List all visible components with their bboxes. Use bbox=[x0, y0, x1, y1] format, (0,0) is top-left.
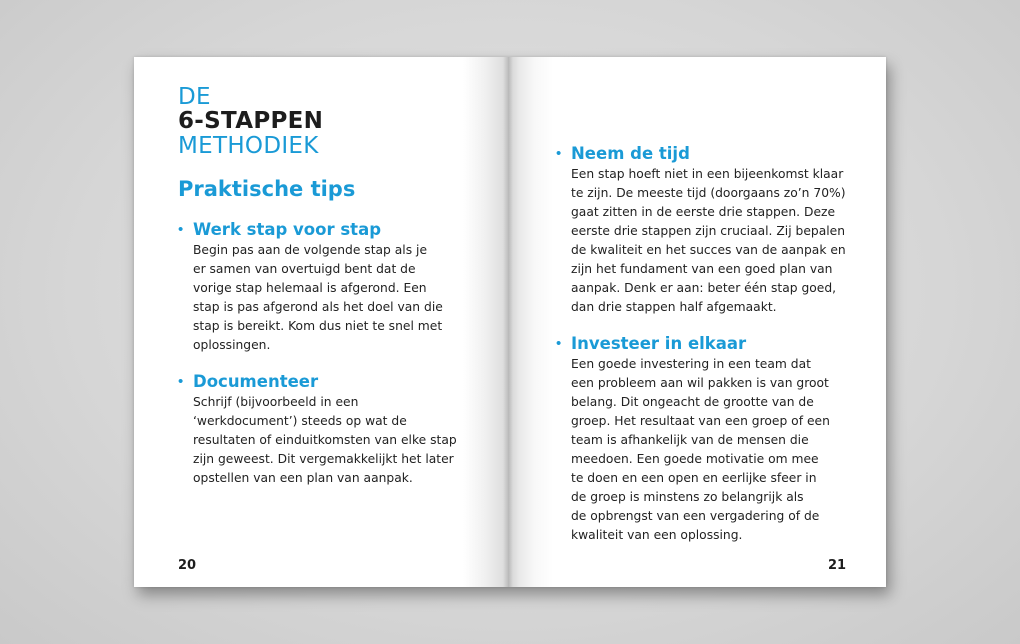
open-booklet bbox=[134, 57, 886, 587]
tip-investeer-in-elkaar bbox=[556, 333, 876, 543]
title-line-methodiek: METHODIEK bbox=[178, 133, 319, 159]
tip-body: Begin pas aan de volgende stap als je er samen van overtuigd bent dat de vorige stap helemaal is afgerond. Een stap is pas afgerond als het doel van die stap is bereikt. Kom dus niet te snel met oplossingen. bbox=[193, 243, 443, 352]
title-line-de: DE bbox=[178, 84, 211, 110]
book-spine-shadow bbox=[503, 57, 513, 587]
page-number-right: 21 bbox=[828, 558, 847, 573]
left-page bbox=[134, 57, 508, 587]
tip-neem-de-tijd bbox=[556, 143, 876, 313]
tip-werk-stap-voor-stap bbox=[178, 219, 498, 359]
bullet-icon: • bbox=[556, 145, 562, 162]
page-number-left: 20 bbox=[178, 558, 197, 573]
tip-body: Een stap hoeft niet in een bijeenkomst klaar te zijn. De meeste tijd (doorgaans zo’n 70%) gaat zitten in de eerste drie stappen. Deze eerste drie stappen zijn cruciaal. Zij bepalen de kwaliteit en het succes van de aanpak en zijn het fundament van een goed plan van aanpak. Denk er aan: beter één stap goed, dan drie stappen half afgemaakt. bbox=[571, 167, 846, 314]
title-line-6-stappen: 6-STAPPEN bbox=[178, 108, 324, 134]
section-heading: Praktische tips bbox=[178, 177, 356, 201]
tip-heading: Neem de tijd bbox=[571, 144, 690, 163]
bullet-icon: • bbox=[178, 221, 184, 238]
bullet-icon: • bbox=[178, 373, 184, 390]
tip-heading: Investeer in elkaar bbox=[571, 334, 747, 353]
tip-heading: Documenteer bbox=[193, 372, 319, 391]
tip-body: Schrijf (bijvoorbeeld in een ‘werkdocument’) steeds op wat de resultaten of einduitkomsten van elke stap zijn geweest. Dit vergemakkelijkt het later opstellen van een plan van aanpak. bbox=[193, 395, 457, 485]
bullet-icon: • bbox=[556, 335, 562, 352]
right-page bbox=[508, 57, 886, 587]
tip-heading: Werk stap voor stap bbox=[193, 220, 382, 239]
tip-documenteer bbox=[178, 371, 498, 491]
tip-body: Een goede investering in een team dat een probleem aan wil pakken is van groot belang. Dit ongeacht de grootte van de groep. Het resultaat van een groep of een team is afhankelijk van de mensen die meedoen. Een goede motivatie om mee te doen en een open en eerlijke sfeer in de groep is minstens zo belangrijk als de opbrengst van een vergadering of de kwaliteit van een oplossing. bbox=[571, 357, 830, 542]
